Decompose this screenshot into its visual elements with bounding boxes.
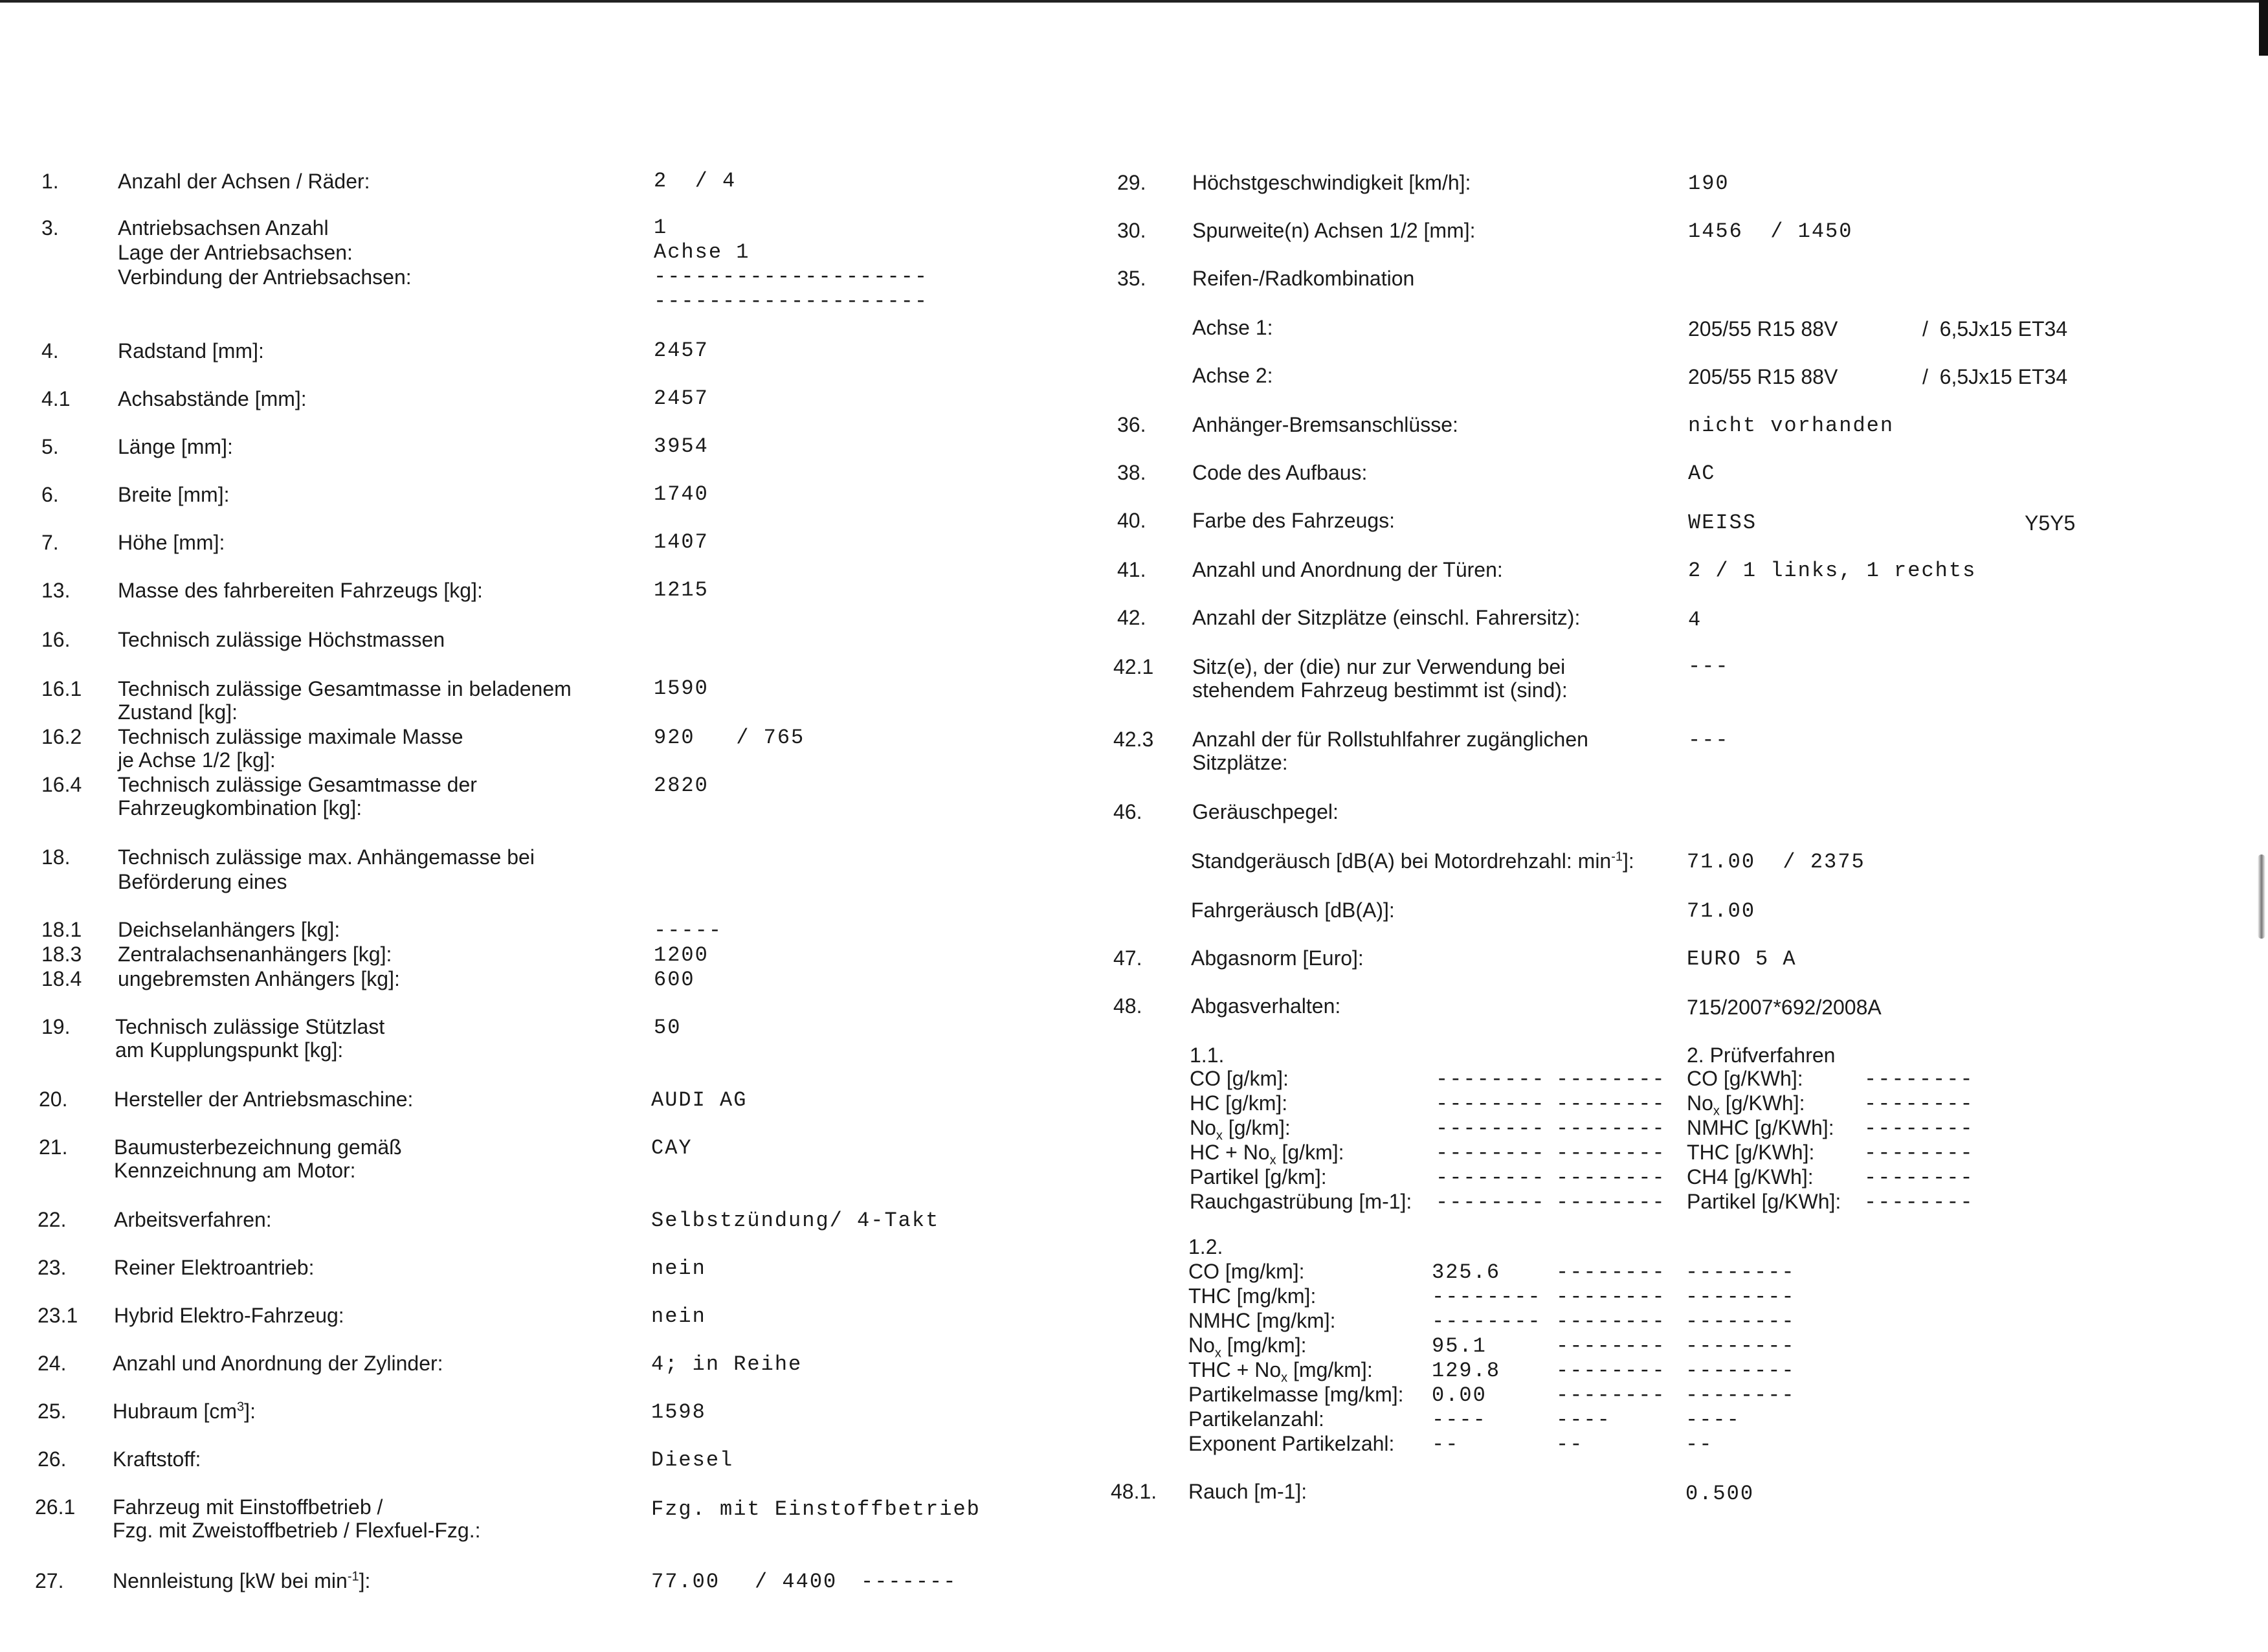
emission-value: -------- (1685, 1260, 1796, 1284)
item-label: Technisch zulässige Gesamtmasse in beladenem (118, 677, 572, 700)
item-value: / 4400 (755, 1570, 838, 1594)
item-number: 38. (1117, 461, 1146, 484)
item-number: 16. (41, 628, 71, 651)
emission-label: CO [mg/km]: (1188, 1260, 1305, 1283)
emission-label: CH4 [g/KWh]: (1687, 1165, 1814, 1189)
emission-value: -------- (1436, 1092, 1546, 1116)
item-label: Kennzeichnung am Motor: (114, 1159, 356, 1182)
item-label: ungebremsten Anhängers [kg]: (118, 967, 400, 990)
emission-label: $No_x$ [mg/km]: (1188, 1334, 1307, 1361)
emission-value: 0.00 (1432, 1383, 1487, 1407)
item-value: 600 (654, 968, 695, 992)
item-number: 1. (41, 170, 59, 193)
item-number: 19. (41, 1015, 71, 1038)
item-label: Hubraum $[cm^3]$: (113, 1400, 256, 1423)
item-value: 1590 (654, 676, 709, 700)
emission-value: -------- (1864, 1190, 1974, 1214)
emission-value: -------- (1436, 1117, 1546, 1141)
emission-label: Partikelanzahl: (1188, 1407, 1324, 1431)
item-label: Code des Aufbaus: (1192, 461, 1368, 484)
item-number: 30. (1117, 219, 1146, 242)
item-label: Höhe [mm]: (118, 531, 225, 554)
section-title: 1.1. (1190, 1044, 1225, 1067)
item-value: nein (651, 1256, 706, 1280)
item-number: 47. (1113, 946, 1142, 970)
emission-label: CO [g/KWh]: (1687, 1067, 1803, 1090)
emission-value: -- (1685, 1433, 1713, 1457)
item-value: WEISS (1688, 511, 1757, 535)
emission-value: -------- (1556, 1285, 1666, 1309)
item-value: 190 (1688, 172, 1729, 195)
scan-corner-mark (2259, 0, 2268, 56)
item-label: Antriebsachsen Anzahl (118, 216, 329, 240)
item-value: AC (1688, 462, 1716, 486)
emission-value: -------- (1685, 1359, 1796, 1383)
item-value: -------------------- (654, 265, 929, 289)
item-value: 3954 (654, 434, 709, 458)
emission-label: HC [g/km]: (1190, 1091, 1288, 1115)
item-value: Fzg. mit Einstoffbetrieb (651, 1497, 981, 1521)
driving-noise-value: 71.00 (1687, 899, 1756, 923)
item-value: EURO 5 A (1687, 947, 1797, 971)
color-code: Y5Y5 (2025, 511, 2076, 535)
item-value: 4; in Reihe (651, 1352, 803, 1376)
item-label: Fzg. mit Zweistoffbetrieb / Flexfuel-Fzg.: (113, 1519, 481, 1542)
item-number: 16.4 (41, 773, 82, 796)
item-value: 1215 (654, 578, 709, 602)
emission-label: Exponent Partikelzahl: (1188, 1432, 1395, 1455)
item-label: Höchstgeschwindigkeit [km/h]: (1192, 171, 1471, 194)
item-value: ----- (654, 919, 723, 943)
emission-value: -------- (1436, 1166, 1546, 1190)
item-value: 4 (1688, 608, 1702, 632)
item-number: 23. (38, 1256, 67, 1279)
item-value: --- (1688, 654, 1729, 678)
item-value: 2820 (654, 774, 709, 798)
item-label: Anzahl der Achsen / Räder: (118, 170, 370, 193)
item-value: AUDI AG (651, 1088, 748, 1112)
item-value: 1456 / 1450 (1688, 219, 1853, 243)
item-value: 1 (654, 216, 668, 240)
item-label: Anzahl und Anordnung der Türen: (1192, 558, 1503, 581)
item-label: Abgasverhalten: (1191, 994, 1341, 1018)
item-number: 18.4 (41, 967, 82, 990)
emission-label: THC [g/KWh]: (1687, 1141, 1815, 1164)
item-value: --- (1688, 728, 1729, 752)
emission-value: ---- (1685, 1408, 1740, 1432)
item-number: 4. (41, 339, 59, 363)
emission-label: $No_x$ [g/km]: (1190, 1116, 1291, 1143)
emission-value: -------- (1685, 1310, 1796, 1334)
item-number: 6. (41, 483, 59, 506)
item-number: 7. (41, 531, 59, 554)
item-label: Achsabstände [mm]: (118, 387, 307, 410)
emission-label: THC + $No_x$ [mg/km]: (1188, 1358, 1373, 1385)
emission-value: ---- (1432, 1408, 1487, 1432)
item-number: 48. (1113, 994, 1142, 1018)
item-label: Radstand [mm]: (118, 339, 264, 363)
emission-value: -------- (1685, 1285, 1796, 1309)
emission-value: -------- (1436, 1067, 1546, 1091)
emission-label: Partikel [g/km]: (1190, 1165, 1327, 1189)
emission-value: -------- (1864, 1166, 1974, 1190)
item-label: Farbe des Fahrzeugs: (1192, 509, 1395, 532)
emission-value: ---- (1556, 1408, 1611, 1432)
item-value: 2 / 1 links, 1 rechts (1688, 559, 1977, 583)
item-value: 1200 (654, 943, 709, 967)
item-value: 715/2007*692/2008A (1687, 996, 1882, 1019)
item-label: Anzahl der für Rollstuhlfahrer zugänglichen (1192, 728, 1588, 751)
emission-value: -------- (1556, 1310, 1666, 1334)
item-value: 77.00 (651, 1570, 720, 1594)
item-number: 16.1 (41, 677, 82, 700)
item-value: Selbstzündung/ 4-Takt (651, 1209, 940, 1233)
item-label: Nennleistung [kW bei $\min^{-1}$]: (113, 1569, 371, 1592)
item-label: Technisch zulässige Gesamtmasse der (118, 773, 477, 796)
item-label: Anzahl und Anordnung der Zylinder: (113, 1352, 443, 1375)
standing-noise-value: 71.00 / 2375 (1687, 850, 1865, 874)
item-label: Länge [mm]: (118, 435, 233, 458)
emission-value: -------- (1864, 1141, 1974, 1165)
emission-value: 129.8 (1432, 1359, 1501, 1383)
item-label: Hybrid Elektro-Fahrzeug: (114, 1304, 344, 1327)
section-title: 1.2. (1188, 1235, 1223, 1258)
axle-label: Achse 1: (1192, 316, 1273, 339)
tyre-size: 205/55 R15 88V (1688, 317, 1838, 340)
item-number: 40. (1117, 509, 1146, 532)
emission-value: -- (1556, 1433, 1584, 1457)
emission-value: -------- (1556, 1117, 1666, 1141)
emission-value: 325.6 (1432, 1260, 1501, 1284)
item-value: Achse 1 (654, 240, 750, 264)
item-label: stehendem Fahrzeug bestimmt ist (sind): (1192, 678, 1568, 702)
emission-value: -------- (1432, 1285, 1542, 1309)
emission-label: THC [mg/km]: (1188, 1284, 1317, 1308)
item-value: 2457 (654, 386, 709, 410)
emission-label: NMHC [mg/km]: (1188, 1309, 1336, 1332)
item-number: 35. (1117, 267, 1146, 290)
emission-label: HC + $No_x$ [g/km]: (1190, 1141, 1344, 1168)
item-label: Rauch [m-1]: (1188, 1480, 1307, 1503)
emission-value: -------- (1556, 1383, 1666, 1407)
emission-label: CO [g/km]: (1190, 1067, 1289, 1090)
item-value: 2 / 4 (654, 169, 737, 193)
item-value: -------------------- (654, 289, 929, 313)
item-value: 1598 (651, 1400, 706, 1424)
item-value: CAY (651, 1136, 693, 1160)
item-number: 29. (1117, 171, 1146, 194)
item-number: 24. (38, 1352, 67, 1375)
item-number: 25. (38, 1400, 67, 1423)
item-label: Hersteller der Antriebsmaschine: (114, 1088, 414, 1111)
emission-value: -------- (1436, 1141, 1546, 1165)
emission-value: -------- (1556, 1067, 1666, 1091)
emission-value: -------- (1556, 1359, 1666, 1383)
item-value: nicht vorhanden (1688, 414, 1895, 438)
item-label: Reifen-/Radkombination (1192, 267, 1415, 290)
item-label: Lage der Antriebsachsen: (118, 241, 353, 264)
emission-value: -------- (1685, 1334, 1796, 1358)
item-value: 1407 (654, 530, 709, 554)
item-label: Deichselanhängers [kg]: (118, 918, 340, 941)
emission-value: -------- (1556, 1334, 1666, 1358)
emission-value: -------- (1864, 1067, 1974, 1091)
emission-value: -------- (1864, 1117, 1974, 1141)
item-label: Fahrzeugkombination [kg]: (118, 796, 362, 820)
emission-value: -------- (1556, 1141, 1666, 1165)
emission-value: -------- (1436, 1190, 1546, 1214)
emission-label: Partikelmasse [mg/km]: (1188, 1383, 1404, 1406)
scan-edge-mark (2258, 854, 2265, 939)
item-number: 18. (41, 845, 71, 869)
emission-value: -------- (1556, 1092, 1666, 1116)
item-label: Reiner Elektroantrieb: (114, 1256, 315, 1279)
item-number: 26.1 (35, 1495, 76, 1519)
item-number: 41. (1117, 558, 1146, 581)
item-number: 5. (41, 435, 59, 458)
item-label: Zustand [kg]: (118, 700, 238, 724)
item-number: 3. (41, 216, 59, 240)
rim-size: / 6,5Jx15 ET34 (1922, 317, 2068, 340)
item-number: 21. (39, 1135, 68, 1159)
item-label: Spurweite(n) Achsen 1/2 [mm]: (1192, 219, 1476, 242)
item-label: Technisch zulässige max. Anhängemasse bei (118, 845, 535, 869)
item-value: 0.500 (1685, 1482, 1755, 1506)
item-label: Anzahl der Sitzplätze (einschl. Fahrersitz): (1192, 606, 1581, 629)
rim-size: / 6,5Jx15 ET34 (1922, 365, 2068, 388)
item-value: 50 (654, 1016, 682, 1040)
item-label: Baumusterbezeichnung gemäß (114, 1135, 402, 1159)
item-number: 18.3 (41, 943, 82, 966)
emission-value: -------- (1864, 1092, 1974, 1116)
item-label: Beförderung eines (118, 870, 287, 893)
standing-noise-label: Standgeräusch [dB(A) bei Motordrehzahl: $\min^{-1}$]: (1191, 849, 1634, 873)
item-number: 48.1. (1111, 1480, 1157, 1503)
item-number: 16.2 (41, 725, 82, 748)
item-number: 18.1 (41, 918, 82, 941)
item-label: Fahrzeug mit Einstoffbetrieb / (113, 1495, 383, 1519)
item-label: Sitz(e), der (die) nur zur Verwendung bei (1192, 655, 1566, 678)
scan-top-edge (0, 0, 2268, 3)
emission-label: $No_x$ [g/KWh]: (1687, 1091, 1805, 1119)
item-value: ------- (861, 1570, 957, 1594)
emission-value: 95.1 (1432, 1334, 1487, 1358)
item-label: Breite [mm]: (118, 483, 230, 506)
item-number: 36. (1117, 413, 1146, 436)
emission-label: Rauchgastrübung [m-1]: (1190, 1190, 1412, 1213)
item-value: 1740 (654, 482, 709, 506)
item-label: Anhänger-Bremsanschlüsse: (1192, 413, 1458, 436)
item-label: am Kupplungspunkt [kg]: (115, 1038, 344, 1062)
item-number: 13. (41, 579, 71, 602)
emission-label: NMHC [g/KWh]: (1687, 1116, 1834, 1139)
tyre-size: 205/55 R15 88V (1688, 365, 1838, 388)
item-label: Abgasnorm [Euro]: (1191, 946, 1364, 970)
item-label: Verbindung der Antriebsachsen: (118, 265, 412, 289)
item-number: 46. (1113, 800, 1142, 823)
axle-label: Achse 2: (1192, 364, 1273, 387)
emission-value: -------- (1556, 1166, 1666, 1190)
item-number: 22. (38, 1208, 67, 1231)
item-value: nein (651, 1304, 706, 1328)
driving-noise-label: Fahrgeräusch [dB(A)]: (1191, 899, 1395, 922)
item-label: je Achse 1/2 [kg]: (118, 748, 276, 772)
item-label: Sitzplätze: (1192, 751, 1288, 774)
item-label: Arbeitsverfahren: (114, 1208, 272, 1231)
item-label: Technisch zulässige maximale Masse (118, 725, 463, 748)
item-label: Geräuschpegel: (1192, 800, 1339, 823)
emission-value: -------- (1432, 1310, 1542, 1334)
emission-value: -------- (1685, 1383, 1796, 1407)
emission-value: -------- (1556, 1190, 1666, 1214)
item-value: Diesel (651, 1448, 734, 1472)
item-number: 26. (38, 1447, 67, 1471)
item-number: 42.3 (1113, 728, 1154, 751)
item-number: 23.1 (38, 1304, 78, 1327)
item-label: Kraftstoff: (113, 1447, 201, 1471)
item-label: Technisch zulässige Stützlast (115, 1015, 385, 1038)
emission-value: -- (1432, 1433, 1460, 1457)
item-number: 4.1 (41, 387, 71, 410)
item-label: Technisch zulässige Höchstmassen (118, 628, 445, 651)
section-title: 2. Prüfverfahren (1687, 1044, 1836, 1067)
item-value: 920 / 765 (654, 726, 805, 750)
item-number: 42. (1117, 606, 1146, 629)
emission-label: Partikel [g/KWh]: (1687, 1190, 1841, 1213)
item-number: 42.1 (1113, 655, 1154, 678)
item-label: Masse des fahrbereiten Fahrzeugs [kg]: (118, 579, 483, 602)
item-number: 27. (35, 1569, 64, 1592)
item-label: Zentralachsenanhängers [kg]: (118, 943, 392, 966)
item-value: 2457 (654, 339, 709, 363)
emission-value: -------- (1556, 1260, 1666, 1284)
item-number: 20. (39, 1088, 68, 1111)
